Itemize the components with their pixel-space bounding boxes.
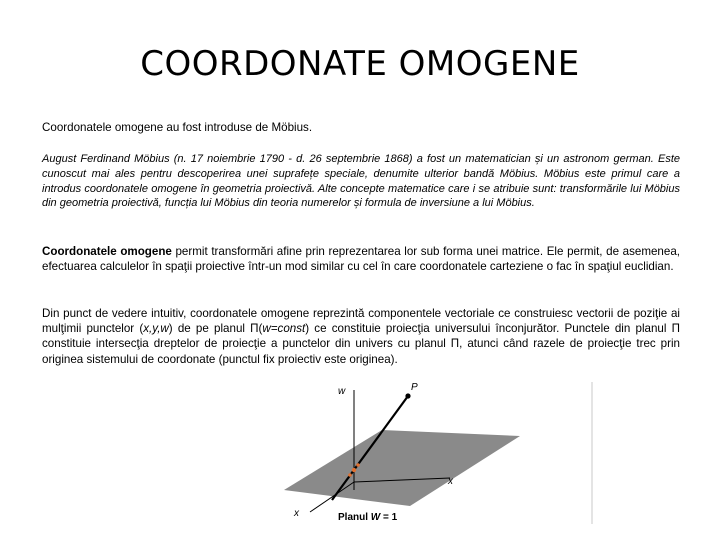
projection-figure xyxy=(280,378,596,528)
x-axis-label-right: x xyxy=(448,476,453,487)
caption-prefix: Planul xyxy=(338,512,371,523)
x-axis-label-bottom: x xyxy=(294,508,299,519)
caption-suffix: = 1 xyxy=(380,512,398,523)
intersection-point-trail xyxy=(356,463,360,467)
intersection-point xyxy=(352,468,356,472)
intro-paragraph: Coordonatele omogene au fost introduse de Möbius. xyxy=(42,121,313,134)
p4-part-b: ) de pe planul Π( xyxy=(168,322,263,336)
slide-title: COORDONATE OMOGENE xyxy=(140,44,580,84)
w-axis-label: w xyxy=(338,386,346,397)
p4-xyw: x,y,w xyxy=(143,322,169,336)
p-label: P xyxy=(411,382,418,393)
p4-wconst: w=const xyxy=(262,322,306,336)
plane-caption xyxy=(338,512,398,523)
p4-part-c: ) ce constituie proiecţia universului înconjurător. Punctele din planul Π constituie intersecţia dreptelor de proiecţie a punctelor din univers cu planul Π, atunci când razele de proiecţie trec prin originea sistemului de coordonate (punctul fix proiectiv este originea). xyxy=(42,322,680,366)
affine-transform-paragraph xyxy=(42,244,680,274)
projection-plane xyxy=(284,430,520,506)
biography-paragraph: August Ferdinand Möbius (n. 17 noiembrie 1790 - d. 26 septembrie 1868) a fost un matematician și un astronom german. Este cunoscut mai ales pentru descoperirea unei suprafețe speciale, denumite ulterior bandă Möbius. Möbius este primul care a introdus coordonatele omogene în geometria proiectivă. Alte concepte matematice care i se atribuie sunt: transformările lui Möbius din geometria proiectivă, funcția lui Möbius din teoria numerelor și formula de inversiune a lui Möbius. xyxy=(42,153,680,210)
intuition-paragraph xyxy=(42,306,680,367)
caption-w: W xyxy=(370,512,381,523)
p4-part-a: Din punct de vedere intuitiv, coordonatele omogene reprezintă componentele vectoriale ce construiesc vectorii de poziţie ai mulţimii punctelor ( xyxy=(42,307,680,336)
intersection-point-trail xyxy=(348,473,352,477)
affine-text: permit transformări afine prin reprezentarea lor sub forma unei matrice. Ele permit, de asemenea, efectuarea calculelor în spaţii proiective într-un mod similar cu cel în care coordonatele carteziene o fac în spaţiul euclidian. xyxy=(42,245,680,274)
point-p xyxy=(405,393,410,398)
projection-diagram xyxy=(280,378,596,528)
term-bold: Coordonatele omogene xyxy=(42,245,172,258)
